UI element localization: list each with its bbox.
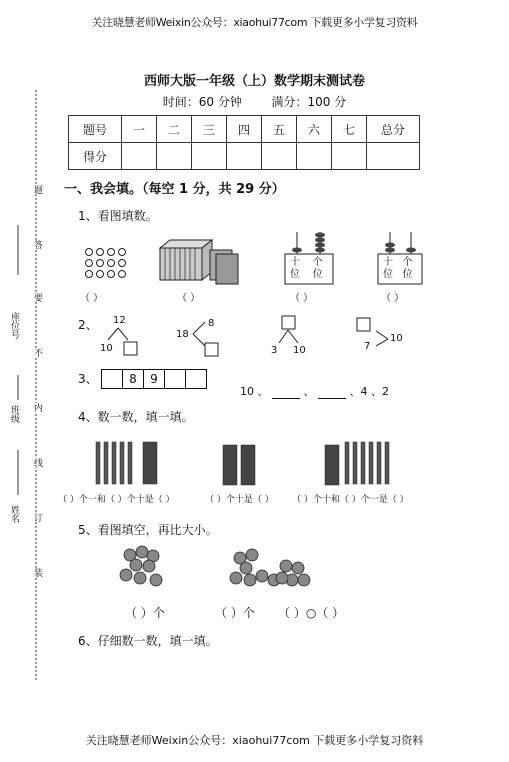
seal-char: 题 — [32, 185, 42, 194]
name-label: 姓名 — [9, 505, 19, 523]
seal-char: 不 — [32, 348, 42, 357]
answer-blank[interactable]: （ ） — [381, 293, 405, 304]
split-number: 10 — [100, 343, 113, 354]
place-label: 位 — [290, 269, 300, 280]
question-1: 1、看图填数。 — [78, 209, 158, 223]
seat-label: 座位号 — [9, 312, 19, 339]
q4-fill-3[interactable]: （ ）个十和（ ）个一是（ ） — [292, 495, 409, 505]
table-cell: 题号 — [69, 116, 122, 143]
section-heading: 一、我会填。（每空 1 分，共 29 分） — [64, 182, 285, 197]
table-cell: 四 — [227, 116, 262, 143]
ones-label: 个 — [402, 257, 413, 268]
table-cell: 得分 — [69, 143, 122, 170]
question-4: 4、数一数，填一填。 — [78, 410, 194, 424]
question-2: 2、 — [78, 318, 98, 332]
time-limit: 时间：60 分钟 — [162, 95, 242, 109]
question-5: 5、看图填空，再比大小。 — [78, 523, 218, 537]
number-box: 9 — [144, 369, 165, 389]
ones-label: 个 — [312, 257, 323, 268]
number-box: 8 — [123, 369, 144, 389]
q4-fill-1[interactable]: （ ）个一和（ ）个十是（ ） — [58, 495, 175, 505]
question-6: 6、仔细数一数，填一填。 — [78, 634, 218, 648]
apple-count-2[interactable]: （ ）个 — [215, 606, 255, 620]
class-label: 班级 — [9, 405, 19, 423]
place-label: 位 — [383, 269, 393, 280]
answer-blank[interactable]: （ ） — [290, 293, 314, 304]
sequence-tail: 、4 、2 — [349, 385, 389, 398]
answer-blank[interactable]: （ ） — [80, 293, 104, 304]
seal-char: 答 — [32, 240, 42, 249]
seal-char: 要 — [32, 293, 42, 302]
table-cell: 总分 — [367, 116, 420, 143]
seal-char: 装 — [32, 568, 42, 577]
split-number: 10 — [390, 333, 403, 344]
page-title: 西师大版一年级（上）数学期末测试卷 — [143, 74, 365, 89]
table-cell: 三 — [192, 116, 227, 143]
tens-label: 十 — [290, 257, 300, 268]
place-label: 位 — [402, 269, 413, 280]
table-cell: 七 — [332, 116, 367, 143]
sequence-separator: 、 — [303, 385, 315, 398]
sequence-number: 10 — [240, 385, 254, 398]
split-number: 18 — [176, 329, 189, 340]
answer-blank[interactable]: （ ） — [177, 293, 201, 304]
full-score: 满分：100 分 — [271, 95, 347, 109]
seal-char: 订 — [32, 513, 42, 522]
split-number: 7 — [364, 341, 371, 352]
split-number: 10 — [293, 345, 306, 356]
sequence-separator: 、 — [257, 385, 269, 398]
table-cell: 一 — [122, 116, 157, 143]
seal-char: 线 — [32, 458, 42, 467]
apple-count-1[interactable]: （ ）个 — [125, 606, 165, 620]
page-header: 关注晓慧老师Weixin公众号：xiaohui77com 下载更多小学复习资料 — [91, 16, 418, 29]
table-cell: 五 — [262, 116, 297, 143]
table-cell: 六 — [297, 116, 332, 143]
q4-fill-2[interactable]: （ ）个十是（ ） — [205, 495, 274, 505]
seal-char: 内 — [32, 403, 42, 412]
page-footer: 关注晓慧老师Weixin公众号：xiaohui77com 下载更多小学复习资料 — [85, 734, 424, 747]
tens-label: 十 — [383, 257, 393, 268]
place-label: 位 — [312, 269, 323, 280]
table-cell: 二 — [157, 116, 192, 143]
question-3: 3、 — [78, 372, 98, 386]
compare-blank[interactable]: （ ）○（ ） — [278, 606, 345, 620]
split-number: 3 — [271, 345, 278, 356]
split-number: 12 — [113, 315, 126, 326]
split-number: 8 — [208, 318, 215, 329]
